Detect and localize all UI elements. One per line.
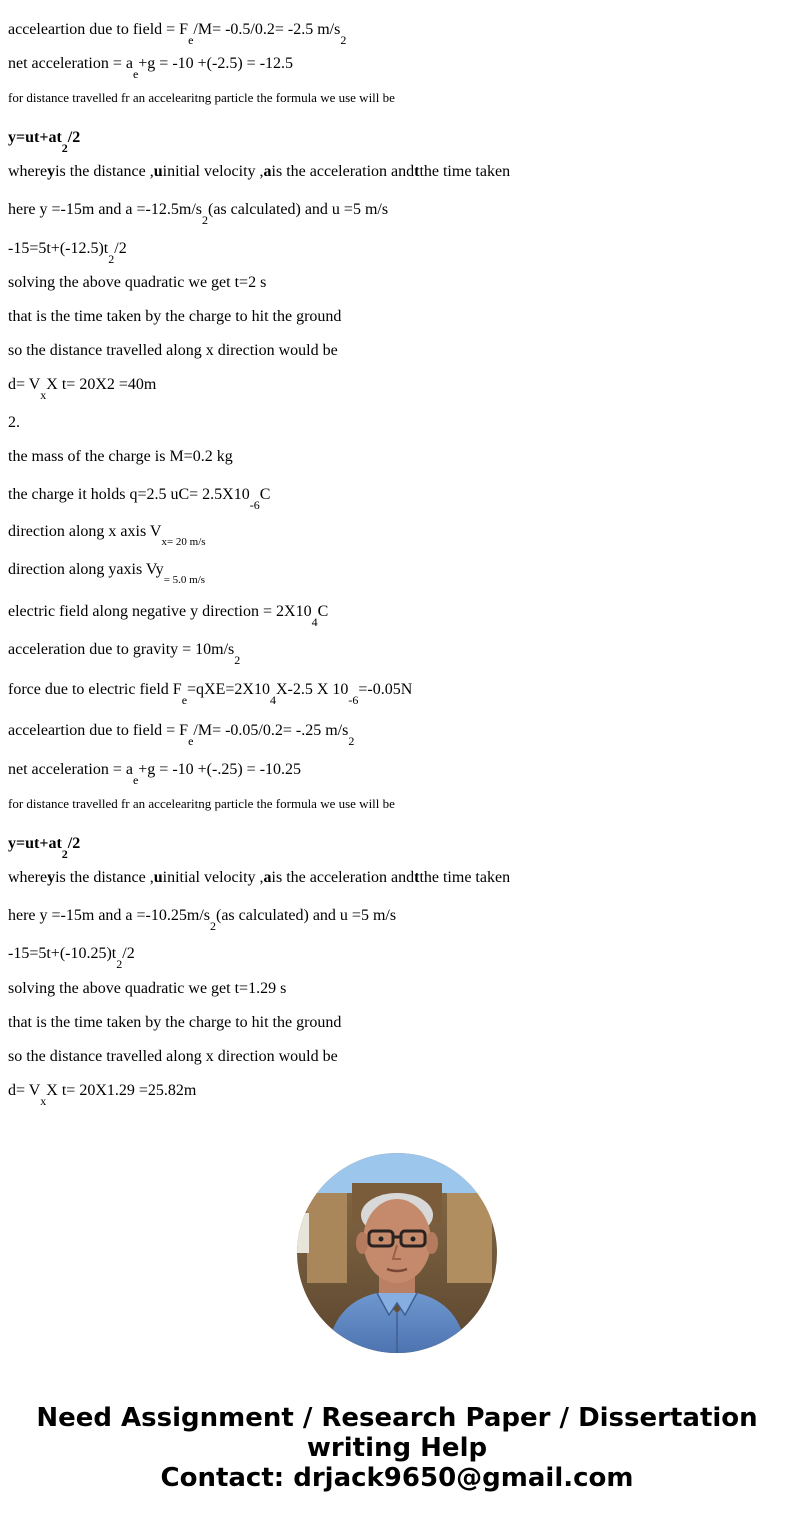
section-number: 2. [8,414,20,431]
formula-line: y=ut+at 2 /2 [8,129,81,155]
author-photo-icon [297,1153,497,1353]
text-line: the charge it holds q=2.5 uC= 2.5X10 -6 C [8,486,271,512]
text-line: here y =-15m and a =-10.25m/s 2 (as calculated) and u =5 m/s [8,907,397,933]
text-line: direction along x axis V x= 20 m/s [8,523,206,548]
text-line: acceleration due to gravity = 10m/s 2 [8,641,241,667]
text-line: force due to electric field F e =qXE=2X10 4 X-2.5 X 10 -6 =-0.05N [8,681,413,707]
text-line: the mass of the charge is M=0.2 kg [8,448,233,465]
equation-line: -15=5t+(-12.5)t 2 /2 [8,240,127,266]
text-line: so the distance travelled along x direction would be [8,342,338,359]
result-line: d= V x X t= 20X1.29 =25.82m [8,1082,197,1108]
text-line: for distance travelled fr an accelearitng particle the formula we use will be [8,796,395,811]
text-line: acceleartion due to field = F e /M= -0.05/0.2= -.25 m/s 2 [8,722,355,748]
promo-line: Need Assignment / Research Paper / Dissertation [36,1403,758,1433]
text-line: solving the above quadratic we get t=2 s [8,274,267,291]
text-line: acceleartion due to field = F e /M= -0.5/0.2= -2.5 m/s 2 [8,21,347,47]
equation-line: -15=5t+(-10.25)t 2 /2 [8,945,135,971]
solution-text [8,0,788,1108]
text-line: net acceleration = a e +g = -10 +(-2.5) = -12.5 [8,55,294,81]
contact-banner [0,1403,794,1493]
promo-line: writing Help [306,1433,488,1463]
formula-line: y=ut+at 2 /2 [8,835,81,861]
text-line: net acceleration = a e +g = -10 +(-.25) = -10.25 [8,761,302,787]
text-line: so the distance travelled along x direction would be [8,1048,338,1065]
text-line: direction along yaxis Vy = 5.0 m/s [8,561,206,586]
contact-email: Contact: drjack9650@gmail.com [160,1463,634,1493]
text-line: for distance travelled fr an accelearitng particle the formula we use will be [8,90,395,105]
text-line: where y is the distance , u initial velocity , a is the acceleration and t the time taken [8,869,511,886]
text-line: electric field along negative y direction = 2X10 4 C [8,603,329,629]
text-line: solving the above quadratic we get t=1.29 s [8,980,287,997]
text-line: that is the time taken by the charge to hit the ground [8,1014,342,1031]
result-line: d= V x X t= 20X2 =40m [8,376,157,402]
text-line: here y =-15m and a =-12.5m/s 2 (as calculated) and u =5 m/s [8,201,389,227]
text-line: where y is the distance , u initial velocity , a is the acceleration and t the time taken [8,163,511,180]
text-line: that is the time taken by the charge to hit the ground [8,308,342,325]
